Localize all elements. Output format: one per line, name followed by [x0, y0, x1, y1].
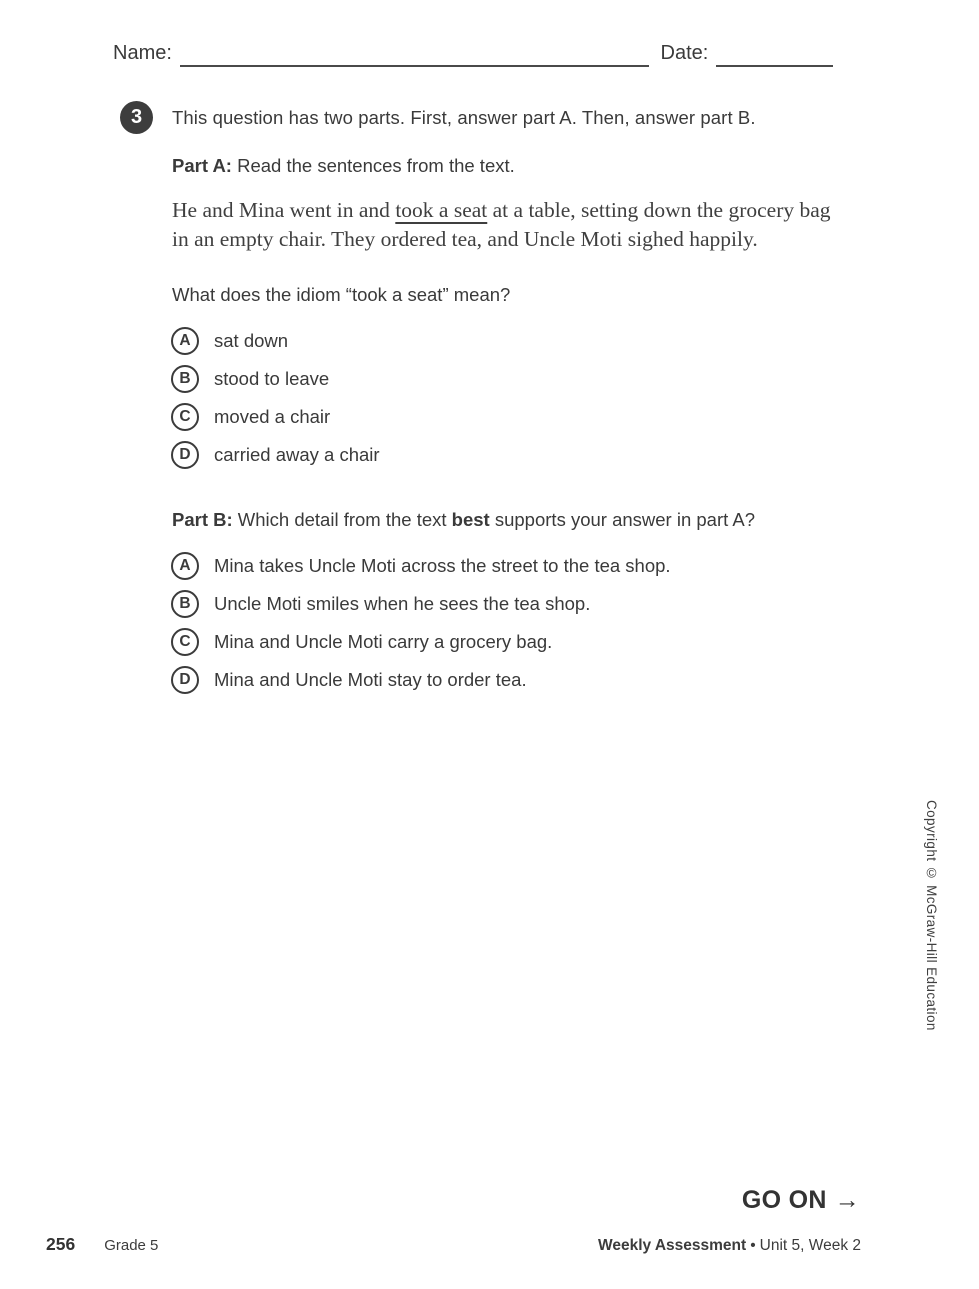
name-label: Name: [113, 42, 172, 64]
question-intro-row [120, 101, 756, 134]
option-text: Mina and Uncle Moti carry a grocery bag. [214, 631, 553, 652]
page-footer [46, 1234, 861, 1255]
part-a-instruction: Read the sentences from the text. [231, 155, 515, 176]
date-blank-line[interactable] [716, 43, 833, 67]
part-b-option-b[interactable] [171, 585, 671, 623]
passage-text-before: He and Mina went in and [172, 198, 396, 222]
part-b-heading [172, 509, 755, 531]
part-a-option-a[interactable] [171, 322, 380, 360]
part-b-question-bold: best [451, 509, 490, 530]
part-a-option-d[interactable] [171, 436, 380, 474]
unit-week-label: Unit 5, Week 2 [759, 1237, 861, 1254]
passage-text-after: at a table, setting down the grocery bag in an empty chair. They ordered tea, and Uncle Moti sighed happily. [172, 198, 831, 251]
part-a-option-c[interactable] [171, 398, 380, 436]
part-b-option-d[interactable] [171, 661, 671, 699]
grade-label: Grade 5 [104, 1237, 159, 1254]
option-text: stood to leave [214, 368, 330, 389]
go-on-label [742, 1186, 860, 1215]
answer-bubble-c[interactable]: C [171, 628, 199, 656]
name-date-header [113, 42, 833, 67]
part-b-option-a[interactable] [171, 547, 671, 585]
date-label: Date: [660, 42, 709, 64]
question-intro-text: This question has two parts. First, answer part A. Then, answer part B. [172, 106, 756, 128]
part-b-option-c[interactable] [171, 623, 671, 661]
part-a-options [171, 322, 380, 474]
copyright-sidebar-text: Copyright © McGraw-Hill Education [924, 800, 939, 1031]
part-a-label: Part A: [172, 155, 232, 176]
passage-underlined-idiom: took a seat [395, 198, 488, 222]
answer-bubble-d[interactable]: D [171, 666, 199, 694]
part-a-heading [172, 155, 515, 177]
reading-passage [172, 196, 840, 253]
option-text: Uncle Moti smiles when he sees the tea shop. [214, 593, 591, 614]
assessment-title: Weekly Assessment [597, 1237, 747, 1254]
footer-right [598, 1237, 861, 1255]
option-text: Mina and Uncle Moti stay to order tea. [214, 669, 527, 690]
footer-separator: • [750, 1237, 756, 1254]
option-text: sat down [214, 330, 289, 351]
option-text: Mina takes Uncle Moti across the street to the tea shop. [214, 555, 671, 576]
part-a-question: What does the idiom “took a seat” mean? [172, 284, 511, 305]
answer-bubble-a[interactable]: A [171, 327, 199, 355]
go-on-text: GO ON [741, 1186, 827, 1214]
right-arrow-icon: → [834, 1186, 860, 1214]
part-b-label: Part B: [172, 509, 233, 530]
option-text: carried away a chair [214, 444, 380, 465]
part-a-option-b[interactable] [171, 360, 380, 398]
answer-bubble-d[interactable]: D [171, 441, 199, 469]
option-text: moved a chair [214, 406, 331, 427]
answer-bubble-b[interactable]: B [171, 365, 199, 393]
part-b-question-before: Which detail from the text [232, 509, 452, 530]
answer-bubble-a[interactable]: A [171, 552, 199, 580]
footer-left [46, 1234, 158, 1255]
answer-bubble-c[interactable]: C [171, 403, 199, 431]
part-b-question-after: supports your answer in part A? [489, 509, 756, 530]
question-number-badge: 3 [120, 101, 153, 134]
answer-bubble-b[interactable]: B [171, 590, 199, 618]
part-b-options [171, 547, 671, 699]
page-number: 256 [46, 1234, 76, 1254]
name-blank-line[interactable] [180, 43, 649, 67]
